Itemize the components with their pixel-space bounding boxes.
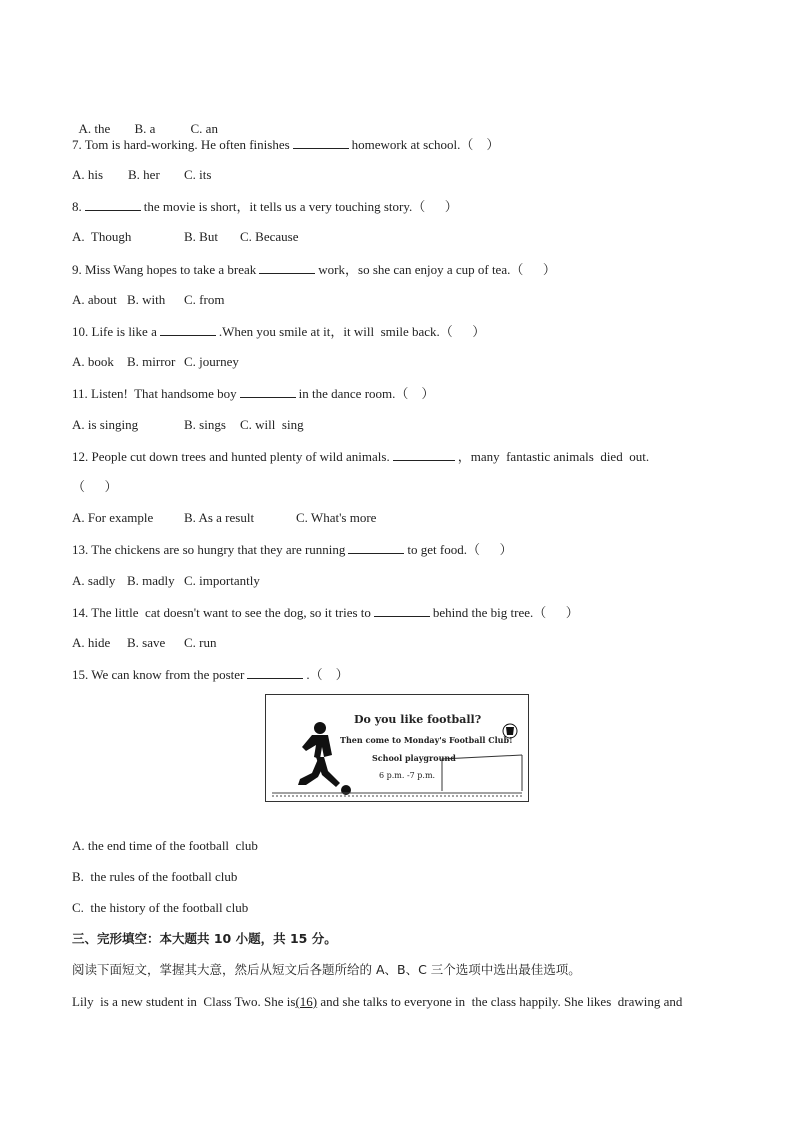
q7-options: A. his B. her C. its [72,167,212,182]
answer-blank [348,541,404,554]
question-11: 11. Listen! That handsome boy in the dance room.（ ） [72,386,435,401]
blank-16: (16) [295,994,318,1009]
q14-options: A. hide B. save C. run [72,635,217,650]
option-c: C. an [190,121,218,136]
question-12-bracket: （ ） [72,479,118,494]
question-9: 9. Miss Wang hopes to take a break work，so she can enjoy a cup of tea.（ ） [72,262,556,277]
poster-time: 6 p.m. -7 p.m. [379,771,436,780]
question-8: 8. the movie is short，it tells us a very touching story.（ ） [72,199,458,214]
poster-illustration [266,695,528,801]
grass-decoration [272,793,522,796]
answer-blank [247,666,303,679]
answer-blank [160,323,216,336]
q15-option-a: A. the end time of the football club [72,838,258,853]
q11-options: A. is singing B. sings C. will sing [72,417,304,432]
section-3-heading: 三、完形填空：本大题共 10 小题，共 15 分。 [72,931,337,946]
question-12: 12. People cut down trees and hunted plenty of wild animals. ，many fantastic animals died out. [72,449,650,464]
answer-blank [259,261,315,274]
q6-options [72,105,218,137]
football-poster [265,694,529,802]
question-7: 7. Tom is hard-working. He often finishes homework at school.（ ） [72,137,500,152]
q10-options: A. book B. mirror C. journey [72,354,239,369]
poster-location: School playground [372,753,456,763]
q8-options: A. Though B. But C. Because [72,229,299,244]
answer-blank [240,385,296,398]
answer-blank [85,198,141,211]
question-13: 13. The chickens are so hungry that they are running to get food.（ ） [72,542,513,557]
question-10: 10. Life is like a .When you smile at it，it will smile back.（ ） [72,324,486,339]
option-a: A. the [78,121,111,136]
question-15: 15. We can know from the poster .（ ） [72,667,349,682]
q15-option-c: C. the history of the football club [72,900,249,915]
option-b: B. a [134,121,156,136]
answer-blank [374,604,430,617]
q12-options: A. For example B. As a result C. What's more [72,510,377,525]
section-3-instruction: 阅读下面短文，掌握其大意，然后从短文后各题所给的 A、B、C 三个选项中选出最佳选项。 [72,962,581,977]
football-player-icon [298,722,340,787]
q15-option-b: B. the rules of the football club [72,869,238,884]
poster-title: Do you like football? [354,713,482,726]
question-14: 14. The little cat doesn't want to see the dog, so it tries to behind the big tree.（ ） [72,605,579,620]
answer-blank [393,448,455,461]
passage-line: Lily is a new student in Class Two. She is(16) and she talks to everyone in the class happily. She likes drawing and [72,994,683,1009]
answer-blank [293,136,349,149]
q9-options: A. about B. with C. from [72,292,225,307]
poster-line-2: Then come to Monday's Football Club! [340,735,513,745]
q13-options: A. sadly B. madly C. importantly [72,573,260,588]
